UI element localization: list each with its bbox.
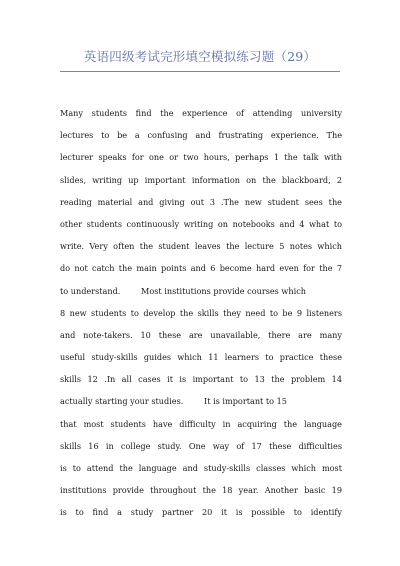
title-underline: [60, 71, 340, 72]
passage-line: do not catch the main points and 6 become hard even for the 7: [60, 263, 342, 274]
passage-line: is to find a study partner 20 it is possible to identify: [60, 507, 342, 518]
passage-line: and note-takers. 10 these are unavailable, there are many: [60, 329, 342, 340]
passage-line: useful study-skills guides which 11 learners to practice these: [60, 352, 342, 363]
passage-line: institutions provide throughout the 18 year. Another basic 19: [60, 485, 342, 496]
passage-line: reading material and giving out 3 .The new student sees the: [60, 196, 342, 207]
passage-line: skills 12 .In all cases it is important to 13 the problem 14: [60, 374, 342, 385]
passage-line: is to attend the language and study-skills classes which most: [60, 463, 342, 473]
passage-line: that most students have difficulty in acquiring the language: [60, 418, 342, 429]
passage-line: Many students find the experience of attending university: [60, 108, 342, 118]
passage-body: [60, 102, 342, 524]
passage-line: skills 16 in college study. One way of 17 these difficulties: [60, 440, 342, 451]
passage-line: write. Very often the student leaves the lecture 5 notes which: [60, 241, 342, 252]
passage-line: to understand. Most institutions provide courses which: [60, 285, 307, 296]
passage-line: slides, writing up important information on the blackboard, 2: [60, 174, 342, 185]
document-title: 英语四级考试完形填空模拟练习题（29）: [83, 49, 317, 64]
passage-line: lectures to be a confusing and frustrating experience. The: [60, 130, 342, 141]
passage-line: other students continuously writing on notebooks and 4 what to: [60, 218, 342, 229]
passage-line: actually starting your studies. It is important to 15: [60, 396, 287, 407]
passage-line: lecturer speaks for one or two hours, perhaps 1 the talk with: [60, 152, 342, 163]
passage-line: 8 new students to develop the skills they need to be 9 listeners: [60, 307, 342, 318]
